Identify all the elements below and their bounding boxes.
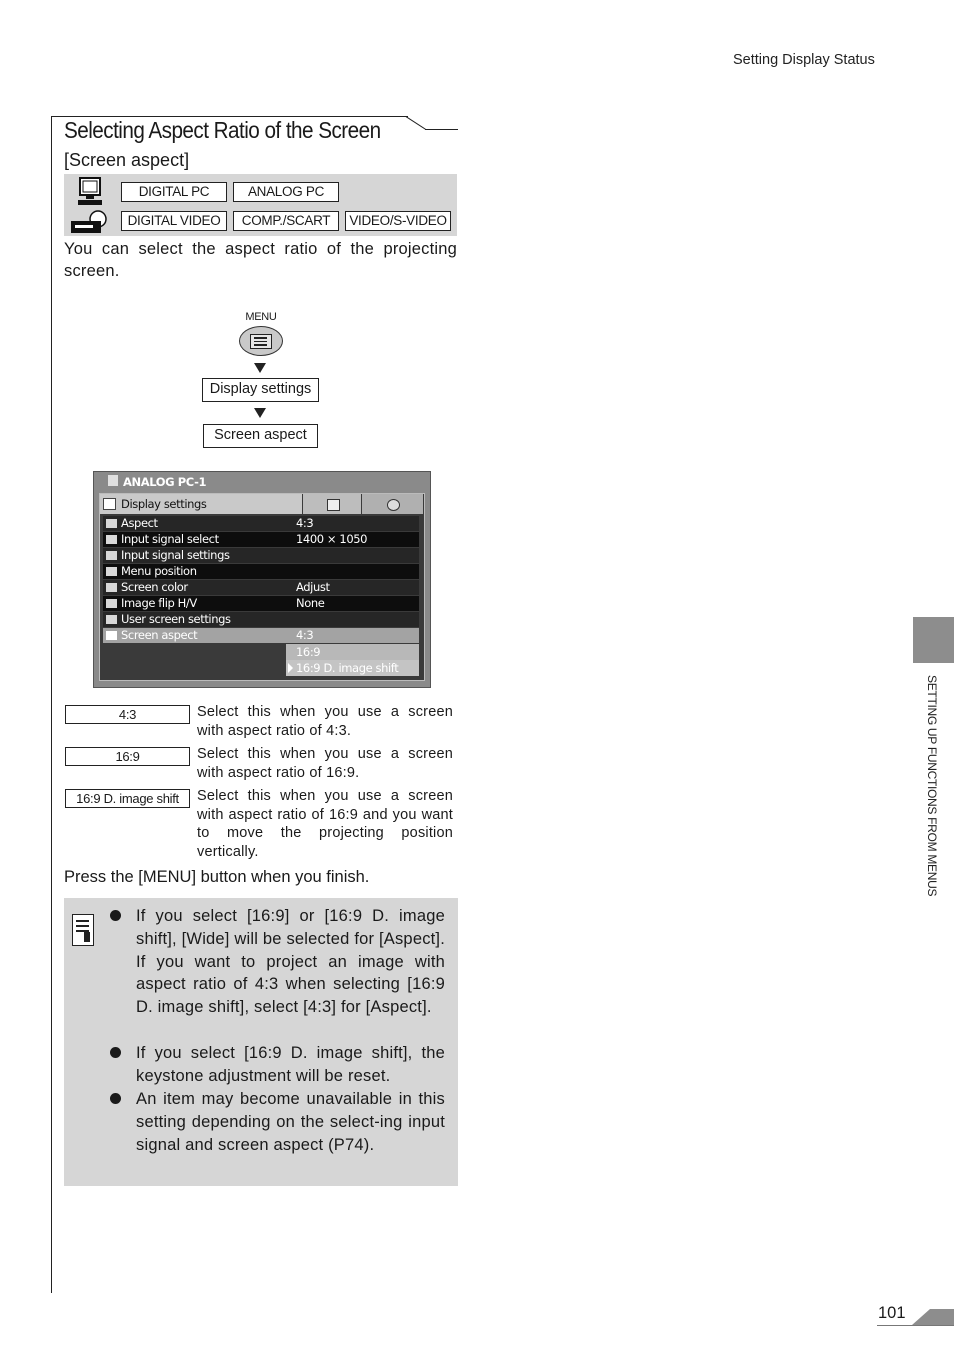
page-number: 101 bbox=[878, 1304, 906, 1322]
option-4-3-label: 4:3 bbox=[65, 705, 190, 724]
computer-monitor-icon bbox=[77, 177, 103, 207]
signal-comp-scart: COMP./SCART bbox=[233, 211, 339, 231]
osd-row: Screen color Adjust bbox=[103, 580, 419, 595]
note-item: If you select [16:9 D. image shift], the keystone adjustment will be reset. bbox=[136, 1044, 445, 1085]
chapter-tab bbox=[913, 617, 954, 663]
osd-tab-settings bbox=[362, 494, 423, 514]
video-deck-icon bbox=[69, 208, 109, 234]
chapter-side-label: SETTING UP FUNCTIONS FROM MENUS bbox=[925, 675, 939, 897]
page-corner-mark bbox=[912, 1309, 930, 1325]
osd-source-label: ANALOG PC-1 bbox=[123, 475, 207, 489]
menu-button-icon bbox=[239, 326, 283, 356]
osd-row: Aspect 4:3 bbox=[103, 516, 419, 531]
input-signal-panel bbox=[64, 174, 457, 236]
osd-screenshot bbox=[93, 471, 431, 688]
page-corner-fill bbox=[930, 1309, 954, 1325]
section-title: Selecting Aspect Ratio of the Screen bbox=[64, 117, 381, 143]
osd-option-16-9-shift: 16:9 D. image shift bbox=[286, 660, 419, 676]
osd-option-16-9: 16:9 bbox=[286, 644, 419, 660]
running-head: Setting Display Status bbox=[733, 52, 875, 68]
intro-text: You can select the aspect ratio of the projecting screen. bbox=[64, 240, 457, 280]
bullet-icon bbox=[110, 1047, 121, 1058]
bullet-icon bbox=[110, 1093, 121, 1104]
osd-row: Menu position bbox=[103, 564, 419, 579]
osd-row: Input signal select 1400 × 1050 bbox=[103, 532, 419, 547]
left-margin-rule bbox=[51, 117, 52, 1293]
option-16-9-desc: Select this when you use a screen with aspect ratio of 16:9. bbox=[197, 746, 453, 781]
down-arrow-icon bbox=[254, 408, 266, 418]
title-rule-slant bbox=[405, 116, 426, 130]
bullet-icon bbox=[110, 910, 121, 921]
note-item: An item may become unavailable in this setting depending on the select-ing input signal and screen aspect (P74). bbox=[136, 1090, 445, 1154]
option-16-9-shift-label: 16:9 D. image shift bbox=[65, 789, 190, 808]
menu-step-screen-aspect: Screen aspect bbox=[203, 424, 318, 448]
note-panel bbox=[64, 898, 458, 1186]
signal-digital-pc: DIGITAL PC bbox=[121, 182, 227, 202]
title-rule-tail bbox=[425, 129, 458, 130]
osd-row: User screen settings bbox=[103, 612, 419, 627]
signal-analog-pc: ANALOG PC bbox=[233, 182, 339, 202]
menu-step-display-settings: Display settings bbox=[202, 378, 319, 402]
note-item: If you select [16:9] or [16:9 D. image shift], [Wide] will be selected for [Aspect]. If you want to project an image with aspect ratio of 4:3 when selecting [16:9 D. image shift], select [4:3] for [Aspect]. bbox=[136, 907, 445, 1017]
option-16-9-label: 16:9 bbox=[65, 747, 190, 766]
option-16-9-shift-desc: Select this when you use a screen with aspect ratio of 16:9 and you want to move the projecting position vertically. bbox=[197, 788, 453, 860]
press-menu-text: Press the [MENU] button when you finish. bbox=[64, 868, 370, 886]
down-arrow-icon bbox=[254, 363, 266, 373]
option-4-3-desc: Select this when you use a screen with aspect ratio of 4:3. bbox=[197, 704, 453, 739]
page-number-rule bbox=[877, 1325, 954, 1326]
osd-menu-title: Display settings bbox=[100, 494, 302, 514]
section-subtitle: [Screen aspect] bbox=[64, 150, 190, 170]
osd-row: Image flip H/V None bbox=[103, 596, 419, 611]
note-icon bbox=[72, 914, 94, 946]
signal-video-s-video: VIDEO/S-VIDEO bbox=[345, 211, 451, 231]
signal-digital-video: DIGITAL VIDEO bbox=[121, 211, 227, 231]
menu-button-label: MENU bbox=[245, 311, 277, 323]
osd-tab-display bbox=[303, 494, 361, 514]
osd-row-selected: Screen aspect 4:3 bbox=[103, 628, 419, 643]
source-icon bbox=[108, 475, 118, 486]
osd-row: Input signal settings bbox=[103, 548, 419, 563]
